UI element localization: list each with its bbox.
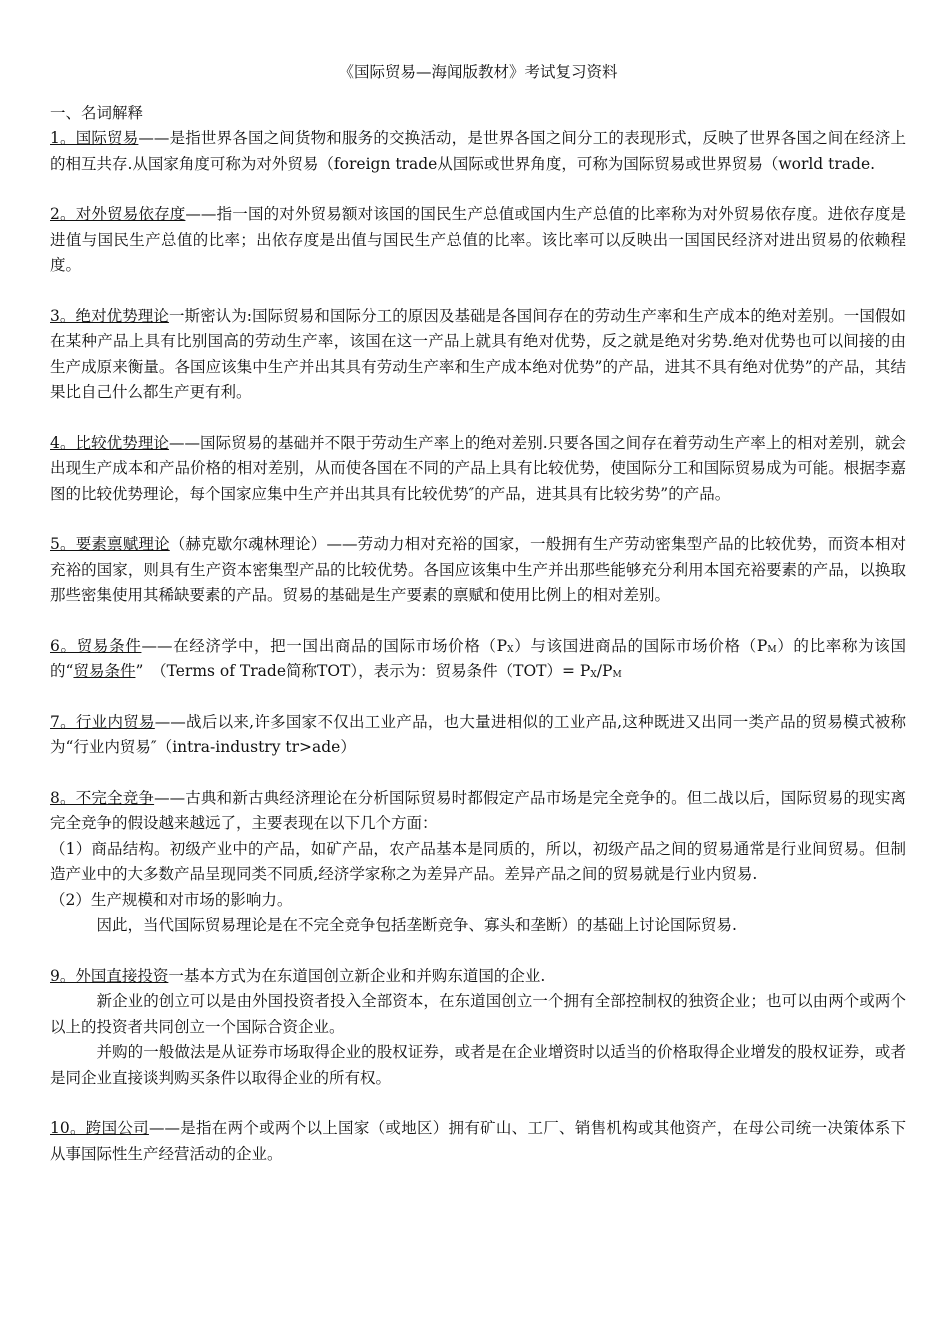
entry-point: （1）商品结构。初级产业中的产品，如矿产品，农产品基本是同质的，所以，初级产品之间的贸易通常是行业间贸易。但制造产业中的大多数产品呈现同类不同质,经济学家称之为差异产品。差异产品之间的贸易就是行业内贸易. <box>50 839 906 883</box>
entry-term: 9。外国直接投资 <box>50 966 169 985</box>
entry-text: （赫克歇尔魂林理论）——劳动力相对充裕的国家，一般拥有生产劳动密集型产品的比较优势，而资本相对充裕的国家，则具有生产资本密集型产品的比较优势。各国应该集中生产并出那些能够充分利用本国充裕要素的产品，以换取那些密集使用其稀缺要素的产品。贸易的基础是生产要素的禀赋和使用比例上的相对差别。 <box>50 535 906 604</box>
entry-term: 7。行业内贸易 <box>50 712 155 731</box>
entry-intra-industry-trade <box>50 710 906 761</box>
inline-term: 贸易条件 <box>73 662 136 680</box>
entry-text: ——在经济学中，把一国出商品的国际市场价格（P <box>141 636 508 655</box>
entry-paragraph <box>50 710 906 761</box>
entry-paragraph <box>50 304 906 406</box>
subscript-m: M <box>612 670 622 680</box>
entry-comparative-advantage <box>50 431 906 508</box>
entry-paragraph <box>50 634 906 685</box>
entry-terms-of-trade <box>50 634 906 685</box>
entry-subparagraph: 新企业的创立可以是由外国投资者投入全部资本，在东道国创立一个拥有全部控制权的独资企业；也可以由两个或两个以上的投资者共同创立一个国际合资企业。 <box>50 992 906 1036</box>
entry-text: ——是指在两个或两个以上国家（或地区）拥有矿山、工厂、销售机构或其他资产，在母公司统一决策体系下从事国际性生产经营活动的企业。 <box>50 1119 906 1163</box>
entry-term: 2。对外贸易依存度 <box>50 205 186 223</box>
entry-paragraph <box>50 126 906 177</box>
entry-text: 一斯密认为:国际贸易和国际分工的原因及基础是各国间存在的劳动生产率和生产成本的绝对差别。一国假如在某种产品上具有比别国高的劳动生产率，该国在这一产品上就具有绝对优势，反之就是绝对劣势.绝对优势也可以间接的由生产成原来衡量。各国应该集中生产并出其具有劳动生产率和生产成本绝对优势”的产品，进其不具有绝对优势”的产品，其结果比自己什么都生产更有利。 <box>50 306 906 401</box>
entry-imperfect-competition <box>50 786 906 939</box>
entry-paragraph <box>50 786 906 837</box>
entry-factor-endowment <box>50 532 906 609</box>
entry-term: 5。要素禀赋理论 <box>50 535 170 553</box>
entry-text: ）的比率称为该国的“ <box>50 636 906 680</box>
subscript-x: X <box>590 670 597 680</box>
entry-fdi <box>50 964 906 1092</box>
entry-term: 10。跨国公司 <box>50 1119 149 1137</box>
entry-text: ）与该国进商品的国际市场价格（P <box>513 636 768 655</box>
entry-text: /P <box>596 662 613 680</box>
entry-text: ——指一国的对外贸易额对该国的国民生产总值或国内生产总值的比率称为对外贸易依存度。进依存度是进值与国民生产总值的比率；出依存度是出值与国民生产总值的比率。该比率可以反映出一国国民经济对进出贸易的依赖程度。 <box>50 205 906 274</box>
entry-paragraph <box>50 202 906 279</box>
entry-term: 6。贸易条件 <box>50 636 142 655</box>
entry-term: 3。绝对优势理论 <box>50 306 169 325</box>
entry-paragraph <box>50 964 906 990</box>
entry-text: ——是指世界各国之间货物和服务的交换活动，是世界各国之间分工的表现形式，反映了世界各国之间在经济上的相互共存.从国家角度可称为对外贸易（foreign trade从国际或世界角度，可称为国际贸易或世界贸易（world trade. <box>50 129 906 173</box>
entry-text: ——国际贸易的基础并不限于劳动生产率上的绝对差别.只要各国之间存在着劳动生产率上的相对差别，就会出现生产成本和产品价格的相对差别，从而使各国在不同的产品上具有比较优势，使国际分工和国际贸易成为可能。根据李嘉图的比较优势理论，每个国家应集中生产并出其具有比较优势″的产品，进其具有比较劣势”的产品。 <box>50 433 906 503</box>
entry-paragraph <box>50 431 906 508</box>
entry-term: 1。国际贸易 <box>50 129 139 147</box>
entry-multinational <box>50 1116 906 1167</box>
section-heading: 一、名词解释 <box>50 103 144 122</box>
entry-text: 一基本方式为在东道国创立新企业和并购东道国的企业. <box>168 966 546 985</box>
entry-term: 8。不完全竞争 <box>50 788 155 807</box>
subscript-x: X <box>507 644 514 655</box>
entry-trade-dependence <box>50 202 906 279</box>
entry-point: （2）生产规模和对市场的影响力。 <box>50 890 293 909</box>
document-title: 《国际贸易—海闻版教材》考试复习资料 <box>338 63 618 81</box>
entry-paragraph <box>50 1116 906 1167</box>
entry-text: ” （Terms of Trade简称TOT），表示为：贸易条件（TOT）= P <box>135 662 591 680</box>
subscript-m: M <box>767 644 777 655</box>
entry-conclusion: 因此，当代国际贸易理论是在不完全竞争包括垄断竞争、寡头和垄断）的基础上讨论国际贸易. <box>96 916 737 934</box>
entry-text: ——战后以来,许多国家不仅出工业产品，也大量进相似的工业产品,这种既进又出同一类产品的贸易模式被称为“行业内贸易″（intra-industry tr>ade） <box>50 712 906 756</box>
entry-absolute-advantage <box>50 304 906 406</box>
entry-term: 4。比较优势理论 <box>50 433 169 452</box>
entry-international-trade <box>50 126 906 177</box>
entry-text: ——古典和新古典经济理论在分析国际贸易时都假定产品市场是完全竞争的。但二战以后，国际贸易的现实离完全竞争的假设越来越远了，主要表现在以下几个方面： <box>50 788 906 832</box>
entry-subparagraph: 并购的一般做法是从证券市场取得企业的股权证券，或者是在企业增资时以适当的价格取得企业增发的股权证券，或者是同企业直接谈判购买条件以取得企业的所有权。 <box>50 1043 906 1087</box>
entry-paragraph <box>50 532 906 609</box>
